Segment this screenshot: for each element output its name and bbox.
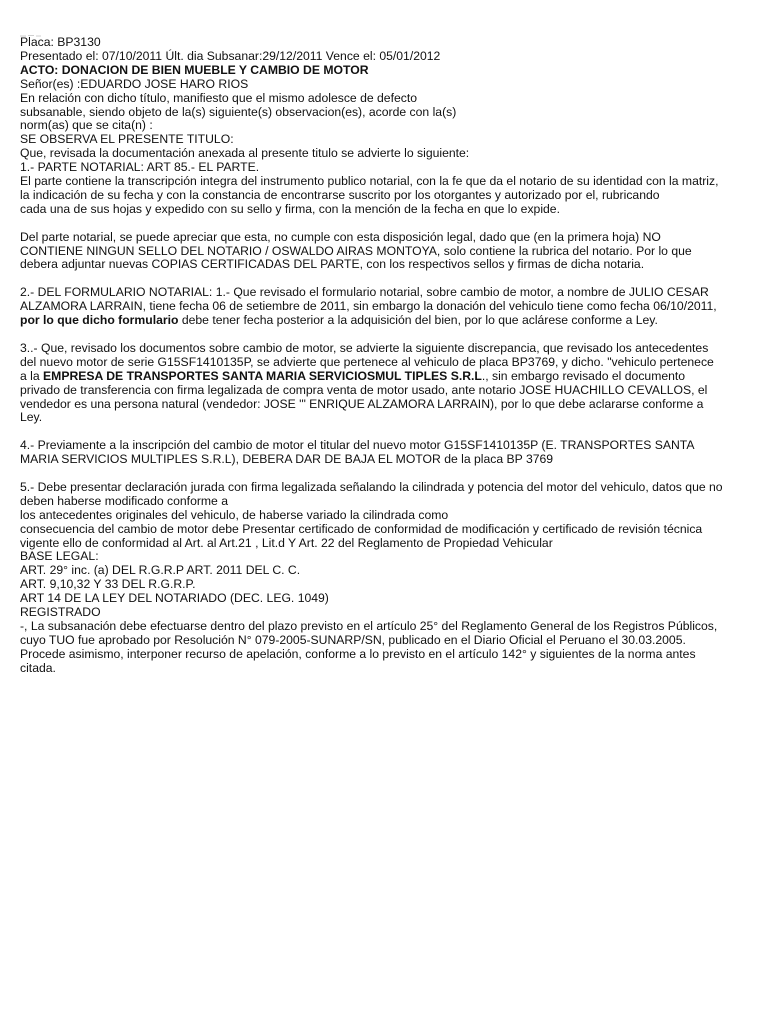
paragraph-gap bbox=[20, 425, 748, 439]
item3-pre: a la bbox=[20, 368, 44, 383]
item1-line: la indicación de su fecha y con la constancia de encontrarse suscrito por los otorgantes y autorizado por el, rubricando bbox=[20, 187, 660, 202]
base-legal-line: ART 14 DE LA LEY DEL NOTARIADO (DEC. LEG. 1049) bbox=[20, 591, 329, 606]
intro-line: En relación con dicho título, manifiesto que el mismo adolesce de defecto bbox=[20, 90, 417, 105]
base-legal-line: REGISTRADO bbox=[20, 605, 101, 620]
intro-line: subsanable, siendo objeto de la(s) siguiente(s) observacion(es), acorde con la(s) bbox=[20, 104, 457, 119]
item5-line: los antecedentes originales del vehiculo, de haberse variado la cilindrada como bbox=[20, 507, 449, 522]
item5-line: deben haberse modificado conforme a bbox=[20, 493, 228, 508]
item2-bold: por lo que dicho formulario bbox=[20, 313, 179, 328]
item2-line: 2.- DEL FORMULARIO NOTARIAL: 1.- Que revisado el formulario notarial, sobre cambio de motor, a nombre de JULIO CESAR bbox=[20, 285, 709, 300]
closing-line: citada. bbox=[20, 660, 56, 675]
item3-line: Ley. bbox=[20, 410, 43, 425]
item2-line: ALZAMORA LARRAIN, tiene fecha 06 de setiembre de 2011, sin embargo la donación del vehiculo tiene como fecha 06/10/2011, bbox=[20, 299, 717, 314]
item1-heading: 1.- PARTE NOTARIAL: ART 85.- EL PARTE. bbox=[20, 160, 260, 175]
base-legal-line: ART. 29° inc. (a) DEL R.G.R.P ART. 2011 DEL C. C. bbox=[20, 563, 301, 578]
senor: Señor(es) :EDUARDO JOSE HARO RIOS bbox=[20, 76, 249, 91]
paragraph-gap bbox=[20, 328, 748, 342]
item3-post: ., sin embargo revisado el documento bbox=[481, 368, 686, 383]
item3-line: privado de transferencia con firma legalizada de compra venta de motor usado, ante notario JOSE HUACHILLO CEVALLOS, el bbox=[20, 382, 708, 397]
closing-line: cuyo TUO fue aprobado por Resolución N° 079-2005-SUNARP/SN, publicado en el Diario Oficial el Peruano el 30.03.2005. bbox=[20, 632, 686, 647]
closing-line: Procede asimismo, interponer recurso de apelación, conforme a lo previsto en el artículo 142° y siguientes de la norma antes bbox=[20, 646, 696, 661]
item2-line bbox=[20, 314, 748, 328]
item4-line: MARIA SERVICIOS MULTIPLES S.R.L), DEBERA DAR DE BAJA EL MOTOR de la placa BP 3769 bbox=[20, 452, 554, 467]
item4-line: 4.- Previamente a la inscripción del cambio de motor el titular del nuevo motor G15SF1410135P (E. TRANSPORTES SANTA bbox=[20, 438, 695, 453]
item1-line: debera adjuntar nuevas COPIAS CERTIFICADAS DEL PARTE, con los respectivos sellos y firmas de dicha notaria. bbox=[20, 257, 645, 272]
item5-line: vigente ello de conformidad al Art. al Art.21 , Lit.d Y Art. 22 del Reglamento de Propiedad Vehicular bbox=[20, 535, 553, 550]
intro-line: Que, revisada la documentación anexada al presente titulo se advierte lo siguiente: bbox=[20, 146, 470, 161]
item3-line: del nuevo motor de serie G15SF1410135P, se advierte que pertenece al vehiculo de placa BP3769, y dicho. "vehiculo pertenece bbox=[20, 354, 714, 369]
item1-line: Del parte notarial, se puede apreciar que esta, no cumple con esta disposición legal, dado que (en la primera hoja) NO bbox=[20, 229, 661, 244]
item2-rest: debe tener fecha posterior a la adquisición del bien, por lo que aclárese conforme a Ley. bbox=[178, 313, 658, 328]
document-body bbox=[20, 36, 748, 676]
item1-line: cada una de sus hojas y expedido con su sello y firma, con la mención de la fecha en que lo expide. bbox=[20, 201, 560, 216]
item3-line bbox=[20, 370, 748, 384]
item3-bold: EMPRESA DE TRANSPORTES SANTA MARIA SERVICIOSMUL TIPLES S.R.L bbox=[43, 368, 482, 383]
item3-line: 3..- Que, revisado los documentos sobre cambio de motor, se advierte la siguiente discrepancia, que revisado los antecedentes bbox=[20, 340, 709, 355]
paragraph-gap bbox=[20, 467, 748, 481]
item5-line: consecuencia del cambio de motor debe Presentar certificado de conformidad de modificación y certificado de revisión técnica bbox=[20, 521, 703, 536]
item1-line: CONTIENE NINGUN SELLO DEL NOTARIO / OSWALDO AIRAS MONTOYA, solo contiene la rubrica del notario. Por lo que bbox=[20, 243, 692, 258]
intro-line: norm(as) que se cita(n) : bbox=[20, 118, 153, 133]
item1-line: El parte contiene la transcripción integra del instrumento publico notarial, con la fe que da el notario de su identidad con la matriz, bbox=[20, 174, 719, 189]
item3-line: vendedor es una persona natural (vendedor: JOSE '" ENRIQUE ALZAMORA LARRAIN), por lo que debe aclararse conforme a bbox=[20, 396, 704, 411]
paragraph-gap bbox=[20, 272, 748, 286]
closing-line: -, La subsanación debe efectuarse dentro del plazo previsto en el artículo 25° del Reglamento General de los Registros Públicos, bbox=[20, 618, 718, 633]
base-legal-line: ART. 9,10,32 Y 33 DEL R.G.R.P. bbox=[20, 577, 196, 592]
intro-line: SE OBSERVA EL PRESENTE TITULO: bbox=[20, 132, 234, 147]
presentado: Presentado el: 07/10/2011 Últ. dia Subsanar:29/12/2011 Vence el: 05/01/2012 bbox=[20, 48, 441, 63]
base-legal-line: BASE LEGAL: bbox=[20, 549, 99, 564]
acto-title: ACTO: DONACION DE BIEN MUEBLE Y CAMBIO DE MOTOR bbox=[20, 62, 369, 77]
item5-line: 5.- Debe presentar declaración jurada con firma legalizada señalando la cilindrada y potencia del motor del vehiculo, datos que no bbox=[20, 479, 723, 494]
placa: Placa: BP3130 bbox=[20, 35, 101, 49]
paragraph-gap bbox=[20, 217, 748, 231]
